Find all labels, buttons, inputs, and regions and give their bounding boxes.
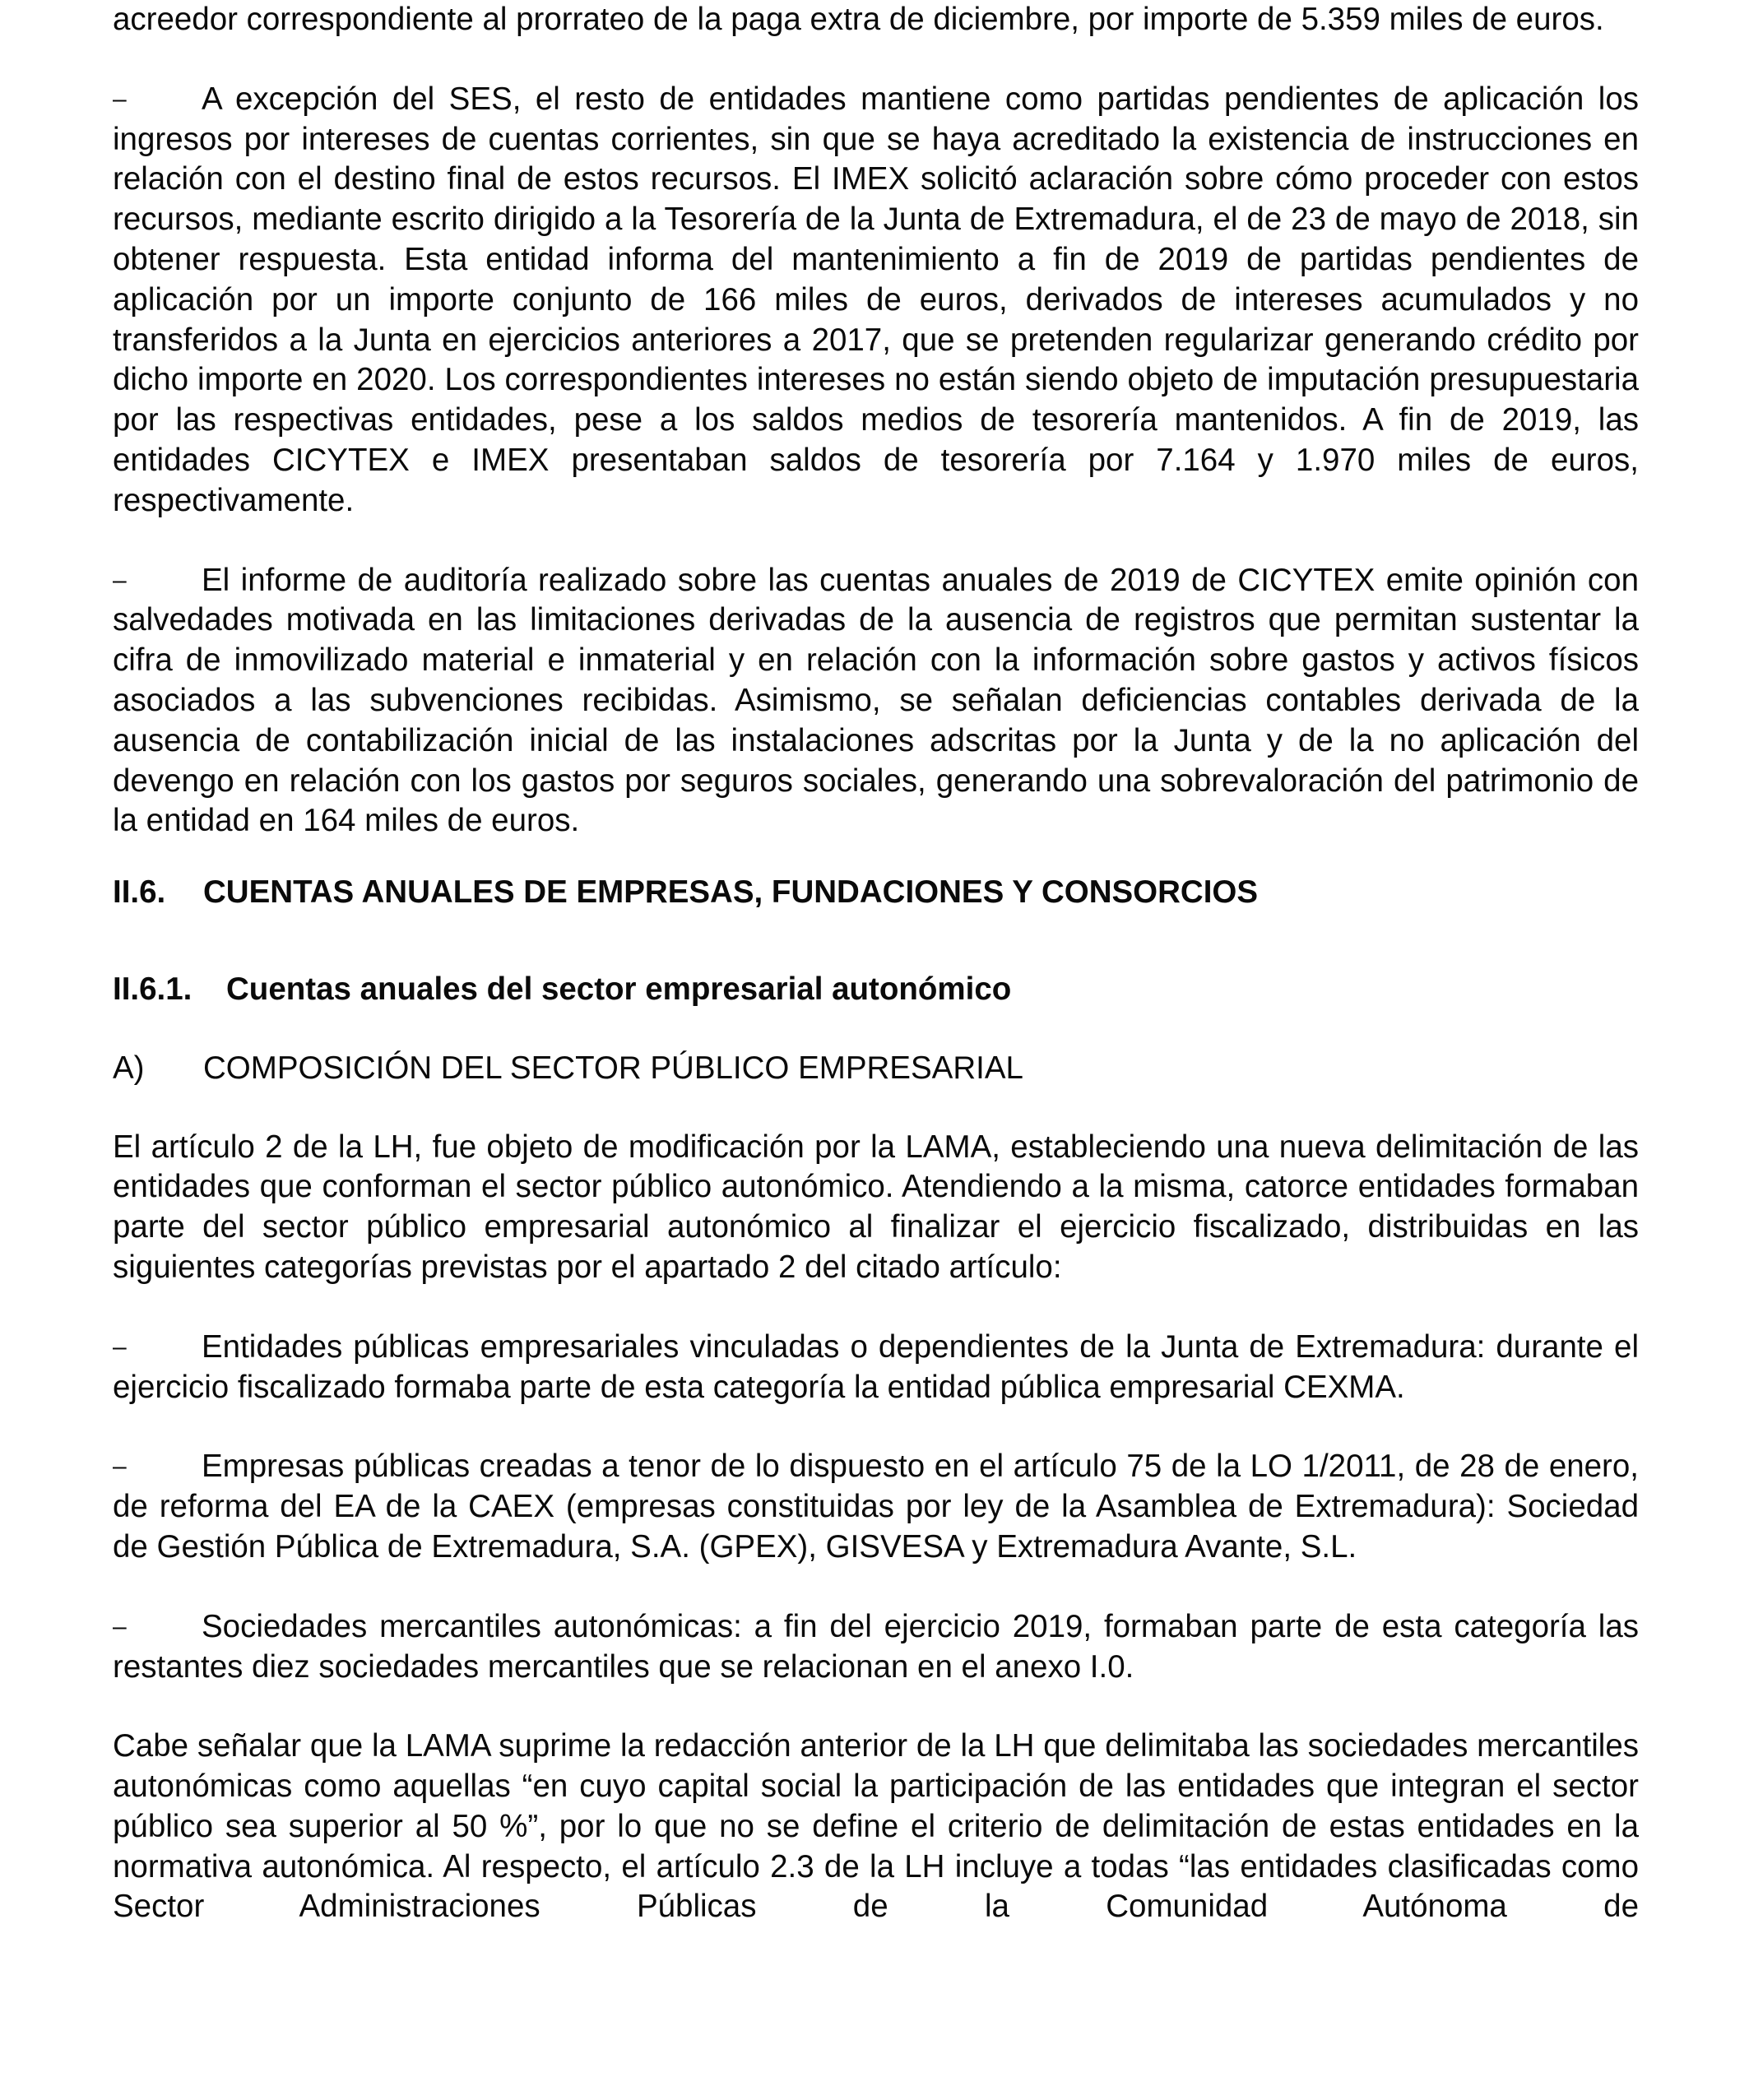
bullet-dash: –: [113, 1453, 127, 1481]
bullet-paragraph-interest-income: [113, 80, 1639, 522]
bullet-dash: –: [113, 85, 127, 113]
bullet-text: Sociedades mercantiles autonómicas: a fin del ejercicio 2019, formaban parte de esta categoría las restantes diez sociedades mercantiles que se relacionan en el anexo I.0.: [113, 1608, 1639, 1685]
bullet-dash: –: [113, 566, 127, 594]
paragraph-intro: El artículo 2 de la LH, fue objeto de modificación por la LAMA, estableciendo una nueva delimitación de las entidades que conforman el sector público autonómico. Atendiendo a la misma, catorce entidades formaban parte del sector público empresarial autonómico al finalizar el ejercicio fiscalizado, distribuidas en las siguientes categorías previstas por el apartado 2 del citado artículo:: [113, 1129, 1639, 1285]
heading-a-letter: A): [113, 1050, 145, 1086]
subsection-heading: [113, 970, 1639, 1010]
section-number: II.6.: [113, 874, 166, 911]
subsection-number: II.6.1.: [113, 971, 193, 1007]
bullet-text: Empresas públicas creadas a tenor de lo dispuesto en el artículo 75 de la LO 1/2011, de 28 de enero, de reforma del EA de la CAEX (empresas constituidas por ley de la Asamblea de Extremadura): Sociedad de Gestión Pública de Extremadura, S.A. (GPEX), GISVESA y Extremadura Avante, S.L.: [113, 1449, 1639, 1565]
subsection-title: Cuentas anuales del sector empresarial autonómico: [226, 971, 1012, 1007]
paragraph-closing: Cabe señalar que la LAMA suprime la redacción anterior de la LH que delimitaba las sociedades mercantiles autonómicas como aquellas “en cuyo capital social la participación de las entidades que integran el sector público sea superior al 50 %”, por lo que no se define el criterio de delimitación de estas entidades en la normativa autonómica. Al respecto, el artículo 2.3 de la LH incluye a todas “las entidades clasificadas como Sector Administraciones Públicas de la Comunidad Autónoma de: [113, 1728, 1639, 1925]
bullet-paragraph-entidades-publicas: [113, 1328, 1639, 1408]
bullet-dash: –: [113, 1612, 127, 1640]
bullet-dash: –: [113, 1333, 127, 1361]
bullet-paragraph-audit-report: [113, 561, 1639, 842]
bullet-paragraph-sociedades-mercantiles: [113, 1607, 1639, 1688]
heading-a-title: COMPOSICIÓN DEL SECTOR PÚBLICO EMPRESARIAL: [203, 1050, 1023, 1086]
bullet-text: Entidades públicas empresariales vinculadas o dependientes de la Junta de Extremadura: durante el ejercicio fiscalizado formaba parte de esta categoría la entidad pública empresarial CEXMA.: [113, 1328, 1639, 1405]
section-heading: [113, 873, 1639, 913]
bullet-paragraph-empresas-publicas: [113, 1447, 1639, 1567]
document-page: [113, 0, 1639, 1927]
bullet-text: El informe de auditoría realizado sobre las cuentas anuales de 2019 de CICYTEX emite opinión con salvedades motivada en las limitaciones derivadas de la ausencia de registros que permitan sustentar la cifra de inmovilizado material e inmaterial y en relación con la información sobre gastos y activos físicos asociados a las subvenciones recibidas. Asimismo, se señalan deficiencias contables derivada de la ausencia de contabilización inicial de las instalaciones adscritas por la Junta y de la no aplicación del devengo en relación con los gastos por seguros sociales, generando una sobrevaloración del patrimonio de la entidad en 164 miles de euros.: [113, 562, 1639, 839]
bullet-text: A excepción del SES, el resto de entidades mantiene como partidas pendientes de aplicación los ingresos por intereses de cuentas corrientes, sin que se haya acreditado la existencia de instrucciones en relación con el destino final de estos recursos. El IMEX solicitó aclaración sobre cómo proceder con estos recursos, mediante escrito dirigido a la Tesorería de la Junta de Extremadura, el de 23 de mayo de 2018, sin obtener respuesta. Esta entidad informa del mantenimiento a fin de 2019 de partidas pendientes de aplicación por un importe conjunto de 166 miles de euros, derivados de intereses acumulados y no transferidos a la Junta en ejercicios anteriores a 2017, que se pretenden regularizar generando crédito por dicho importe en 2020. Los correspondientes intereses no están siendo objeto de imputación presupuestaria por las respectivas entidades, pese a los saldos medios de tesorería mantenidos. A fin de 2019, las entidades CICYTEX e IMEX presentaban saldos de tesorería por 7.164 y 1.970 miles de euros, respectivamente.: [113, 81, 1639, 518]
section-title: CUENTAS ANUALES DE EMPRESAS, FUNDACIONES Y CONSORCIOS: [203, 874, 1259, 911]
paragraph-continuation: acreedor correspondiente al prorrateo de la paga extra de diciembre, por importe de 5.359 miles de euros.: [113, 2, 1604, 37]
heading-a: [113, 1049, 1639, 1089]
